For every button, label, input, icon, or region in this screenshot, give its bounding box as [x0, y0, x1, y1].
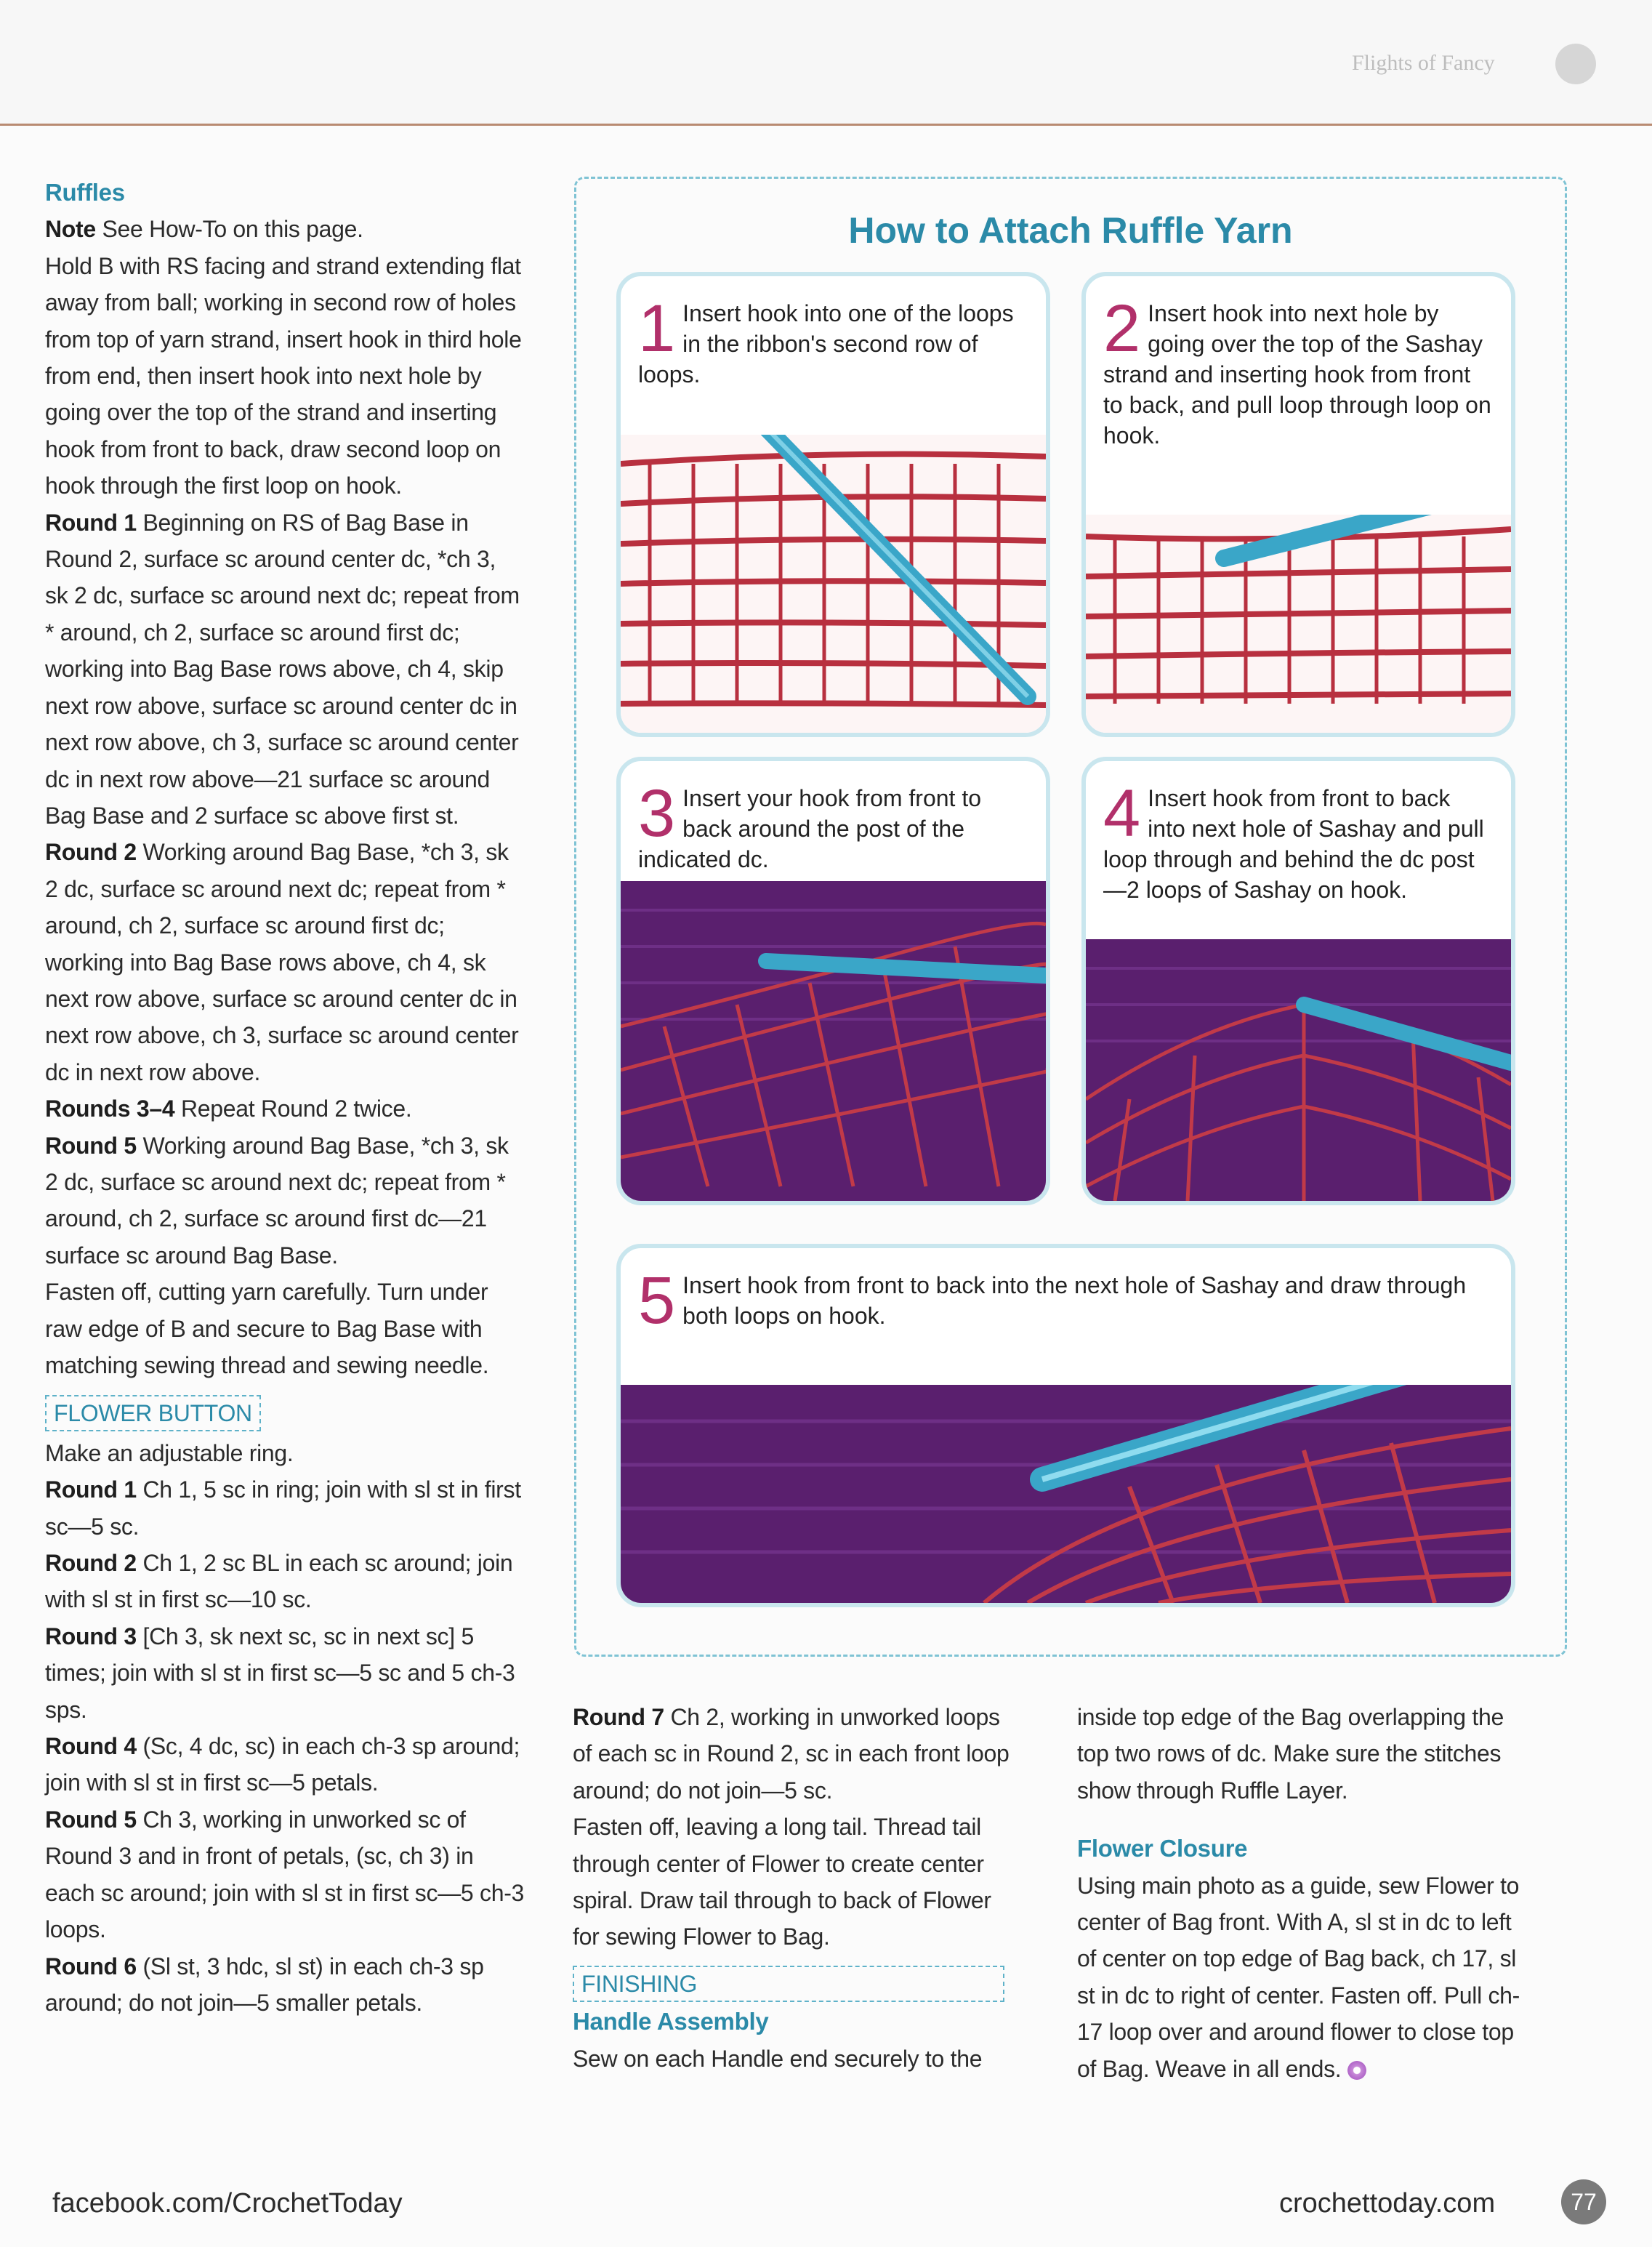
middle-column	[573, 1699, 1023, 2077]
flower-round-1: Round 1 Ch 1, 5 sc in ring; join with sl st in first sc—5 sc.	[45, 1476, 521, 1540]
middle-fasten-paragraph: Fasten off, leaving a long tail. Thread tail through center of Flower to create center spiral. Draw tail through to back of Flower for sewing Flower to Bag.	[573, 1814, 991, 1950]
header-strip	[0, 0, 1652, 124]
step-5-panel	[616, 1244, 1515, 1607]
step-2-text: Insert hook into next hole by going over the top of the Sashay strand and inserting hook from front to back, and pull loop through loop on hook.	[1103, 300, 1491, 449]
flower-round-5: Round 5 Ch 3, working in unworked sc of Round 3 and in front of petals, (sc, ch 3) in each sc around; join with sl st in first sc—5 ch-3 loops.	[45, 1806, 525, 1943]
rounds-3-4: Rounds 3–4 Repeat Round 2 twice.	[45, 1096, 412, 1122]
step-4-number: 4	[1103, 776, 1141, 851]
handle-assembly-heading: Handle Assembly	[573, 2008, 769, 2035]
footer-site-link[interactable]: crochettoday.com	[1279, 2188, 1496, 2219]
step-5-photo	[621, 1385, 1511, 1603]
flower-end-icon	[1347, 2061, 1366, 2080]
finishing-heading: FINISHING	[573, 1966, 1004, 2002]
page-number: 77	[1561, 2179, 1606, 2224]
step-1-photo	[621, 435, 1046, 733]
finishing-heading-wrap	[573, 1966, 1023, 2002]
step-1-panel	[616, 272, 1050, 737]
running-title: Flights of Fancy	[1352, 51, 1495, 75]
flower-round-7: Round 7 Ch 2, working in unworked loops of each sc in Round 2, sc in each front loop around; do not join—5 sc.	[573, 1704, 1010, 1804]
howto-title: How to Attach Ruffle Yarn	[848, 210, 1293, 251]
step-1-text: Insert hook into one of the loops in the ribbon's second row of loops.	[638, 300, 1014, 387]
header-ornament	[1555, 44, 1596, 84]
step-4-photo	[1086, 939, 1511, 1201]
ruffles-heading: Ruffles	[45, 179, 125, 206]
step-2-caption	[1103, 292, 1494, 451]
step-2-panel	[1081, 272, 1515, 737]
note-paragraph: Note See How-To on this page.	[45, 216, 363, 243]
step-2-number: 2	[1103, 292, 1141, 366]
round-1: Round 1 Beginning on RS of Bag Base in Round 2, surface sc around center dc, *ch 3, sk 2 dc, surface sc around next dc; repeat from * around, ch 2, surface sc around first dc; working into Bag Base rows above, ch 4, skip next row above, surface sc around center dc in next row above, ch 3, surface sc around center dc in next row above—21 surface sc around Bag Base and 2 surface sc above first st.	[45, 509, 520, 829]
step-3-photo	[621, 881, 1046, 1201]
flower-closure-paragraph: Using main photo as a guide, sew Flower to center of Bag front. With A, sl st in dc to left of center on top edge of Bag back, ch 17, sl st in dc to right of center. Fasten off. Pull ch-17 loop over and around flower to close top of Bag. Weave in all ends.	[1077, 1872, 1520, 2082]
spacer	[1077, 1809, 1528, 1830]
footer-facebook-link[interactable]: facebook.com/CrochetToday	[52, 2188, 403, 2219]
step-4-panel	[1081, 757, 1515, 1205]
handle-paragraph: Sew on each Handle end securely to the	[573, 2045, 983, 2072]
step-4-caption	[1103, 776, 1494, 905]
fasten-paragraph: Fasten off, cutting yarn carefully. Turn under raw edge of B and secure to Bag Base with matching sewing thread and sewing needle.	[45, 1279, 489, 1378]
step-3-number: 3	[638, 776, 676, 851]
step-3-text: Insert your hook from front to back around the post of the indicated dc.	[638, 785, 982, 872]
round-2: Round 2 Working around Bag Base, *ch 3, sk 2 dc, surface sc around next dc; repeat from * around, ch 2, surface sc around first dc; working into Bag Base rows above, ch 4, sk next row above, surface sc around center dc in next row above, ch 3, surface sc around center dc in next row above.	[45, 839, 519, 1085]
flower-round-2: Round 2 Ch 1, 2 sc BL in each sc around; join with sl st in first sc—10 sc.	[45, 1550, 513, 1613]
flower-closure-heading: Flower Closure	[1077, 1835, 1248, 1862]
right-column	[1077, 1699, 1528, 2087]
flower-button-heading: FLOWER BUTTON	[45, 1395, 261, 1431]
step-5-number: 5	[638, 1263, 676, 1338]
header-rule	[0, 124, 1652, 126]
flower-round-3: Round 3 [Ch 3, sk next sc, sc in next sc] 5 times; join with sl st in first sc—5 sc and 5 ch-3 sps.	[45, 1623, 515, 1723]
hold-paragraph: Hold B with RS facing and strand extending flat away from ball; working in second row of holes from top of yarn strand, insert hook in third hole from end, then insert hook into next hole by going over the top of the strand and inserting hook from front to back, draw second loop on hook through the first loop on hook.	[45, 252, 522, 499]
step-1-number: 1	[638, 292, 676, 366]
step-5-text: Insert hook from front to back into the next hole of Sashay and draw through both loops on hook.	[682, 1272, 1467, 1329]
right-continuation: inside top edge of the Bag overlapping the top two rows of dc. Make sure the stitches show through Ruffle Layer.	[1077, 1704, 1504, 1804]
ring-paragraph: Make an adjustable ring.	[45, 1439, 294, 1466]
step-1-caption	[638, 292, 1028, 390]
step-3-caption	[638, 776, 1028, 875]
flower-round-6: Round 6 (Sl st, 3 hdc, sl st) in each ch-3 sp around; do not join—5 smaller petals.	[45, 1953, 484, 2016]
step-2-photo	[1086, 515, 1511, 733]
step-3-panel	[616, 757, 1050, 1205]
step-4-text: Insert hook from front to back into next hole of Sashay and pull loop through and behind the dc post—2 loops of Sashay on hook.	[1103, 785, 1484, 903]
howto-box	[574, 177, 1567, 1657]
left-column	[45, 174, 525, 2021]
round-5: Round 5 Working around Bag Base, *ch 3, sk 2 dc, surface sc around next dc; repeat from * around, ch 2, surface sc around first dc—21 surface sc around Bag Base.	[45, 1132, 509, 1269]
flower-button-heading-wrap	[45, 1395, 525, 1431]
flower-round-4: Round 4 (Sc, 4 dc, sc) in each ch-3 sp around; join with sl st in first sc—5 petals.	[45, 1733, 520, 1796]
step-5-caption	[638, 1263, 1494, 1338]
